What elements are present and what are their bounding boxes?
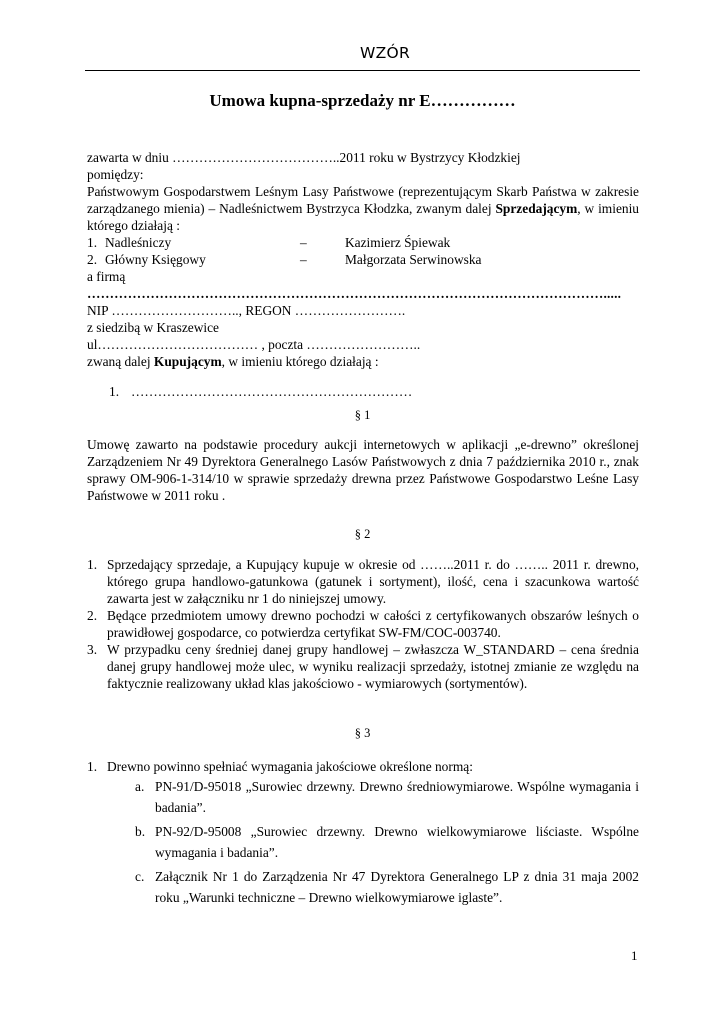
firm-name-dotline: ……………………………………………………………………………………………………..... bbox=[87, 286, 622, 301]
section-1-heading: § 1 bbox=[354, 408, 371, 422]
list-item-number: 1. bbox=[87, 557, 98, 572]
list-item bbox=[87, 758, 639, 775]
buyer-item-dots: ……………………………………………………… bbox=[131, 384, 413, 399]
sublist-item bbox=[135, 776, 639, 818]
intro-line: zawarta w dniu ………………………………..2011 roku w Bystrzycy Kłodzkiej bbox=[87, 150, 521, 165]
representative-row bbox=[87, 234, 639, 251]
rep-number: 2. bbox=[87, 252, 98, 267]
seller-term-rest: , w imieniu którego działają : bbox=[87, 201, 639, 233]
section-3-sublist bbox=[135, 776, 639, 911]
buyer-description bbox=[87, 353, 639, 370]
list-item bbox=[87, 556, 639, 607]
sublist-item bbox=[135, 821, 639, 863]
list-item bbox=[87, 607, 639, 641]
rep-dash: – bbox=[300, 235, 307, 250]
header-rule bbox=[85, 70, 640, 71]
rep-name: Małgorzata Serwinowska bbox=[345, 252, 482, 267]
buyer-term: Kupującym bbox=[153, 354, 222, 369]
sublist-item-letter: a. bbox=[135, 779, 145, 794]
rep-dash: – bbox=[300, 252, 307, 267]
page-header: WZÓR bbox=[360, 44, 411, 62]
page-number: 1 bbox=[631, 948, 638, 963]
sublist-item-letter: c. bbox=[135, 869, 145, 884]
street-line: ul……………………………… , poczta …………………….. bbox=[87, 337, 421, 352]
sublist-item-text: PN-91/D-95018 „Surowiec drzewny. Drewno średniowymiarowe. Wspólne wymagania i badania”. bbox=[155, 779, 639, 815]
sublist-item-text: Załącznik Nr 1 do Zarządzenia Nr 47 Dyrektora Generalnego LP z dnia 31 maja 2002 roku „Warunki techniczne – Drewno wielkowymiarowe iglaste”. bbox=[155, 869, 639, 905]
section-1-text: Umowę zawarto na podstawie procedury aukcji internetowych w aplikacji „e-drewno” określonej Zarządzeniem Nr 49 Dyrektora Generalnego Lasów Państwowych z dnia 7 października 2010 r., znak sprawy OM-906-1-314/10 w sprawie sprzedaży drewna przez Państwowe Gospodarstwo Leśne Lasy Państwowe w 2011 roku . bbox=[87, 437, 639, 503]
sublist-item bbox=[135, 866, 639, 908]
representative-row bbox=[87, 251, 639, 268]
list-item-number: 3. bbox=[87, 642, 98, 657]
buyer-pre: zwaną dalej bbox=[87, 354, 154, 369]
section-2-heading: § 2 bbox=[354, 527, 371, 541]
list-item-text: Będące przedmiotem umowy drewno pochodzi w całości z certyfikowanych obszarów leśnych o prawidłowej gospodarce, co potwierdza certyfikat SW-FM/COC-003740. bbox=[107, 608, 639, 640]
section-3-heading: § 3 bbox=[354, 726, 371, 740]
document-title: Umowa kupna-sprzedaży nr E…………… bbox=[209, 91, 516, 110]
seller-party-text: Państwowym Gospodarstwem Leśnym Lasy Państwowe (reprezentującym Skarb Państwa w zakresie zarządzanego mienia) – Nadleśnictwem Bystrzyca Kłodzka, zwanym dalej bbox=[87, 184, 639, 216]
between-line: pomiędzy: bbox=[87, 167, 144, 182]
list-item-number: 2. bbox=[87, 608, 98, 623]
rep-role: Główny Księgowy bbox=[105, 252, 206, 267]
rep-role: Nadleśniczy bbox=[105, 235, 172, 250]
list-item-number: 1. bbox=[87, 759, 98, 774]
rep-name: Kazimierz Śpiewak bbox=[345, 235, 451, 250]
rep-number: 1. bbox=[87, 235, 98, 250]
and-firm-line: a firmą bbox=[87, 269, 126, 284]
seller-description bbox=[87, 183, 639, 234]
sublist-item-letter: b. bbox=[135, 824, 146, 839]
seat-line: z siedzibą w Kraszewice bbox=[87, 320, 219, 335]
seller-term: Sprzedającym bbox=[495, 201, 578, 216]
buyer-item-number: 1. bbox=[109, 384, 120, 399]
list-item-text: Sprzedający sprzedaje, a Kupujący kupuje w okresie od ……..2011 r. do …….. 2011 r. drewno, którego grupa handlowo-gatunkowa (gatunek i sortyment), ilość, cena i szacunkowa wartość zawarta jest w załączniku nr 1 do niniejszej umowy. bbox=[107, 557, 639, 606]
list-item bbox=[87, 641, 639, 692]
list-item-text: Drewno powinno spełniać wymagania jakościowe określone normą: bbox=[107, 759, 473, 774]
buyer-term-rest: , w imieniu którego działają : bbox=[221, 354, 379, 369]
nip-regon-line: NIP ……………………….., REGON ……………………. bbox=[87, 303, 406, 318]
sublist-item-text: PN-92/D-95008 „Surowiec drzewny. Drewno wielkowymiarowe liściaste. Wspólne wymagania i badania”. bbox=[155, 824, 639, 860]
section-2-list bbox=[87, 556, 639, 692]
contract-parties bbox=[87, 149, 639, 370]
list-item-text: W przypadku ceny średniej danej grupy handlowej – zwłaszcza W_STANDARD – cena średnia danej grupy handlowej może ulec, w wyniku realizacji sprzedaży, istotnej zmianie ze względu na faktycznie realizowany układ klas jakościowo - wymiarowych (sortymentów). bbox=[107, 642, 639, 691]
buyer-representative-item bbox=[109, 383, 639, 400]
section-3-list bbox=[87, 758, 639, 775]
